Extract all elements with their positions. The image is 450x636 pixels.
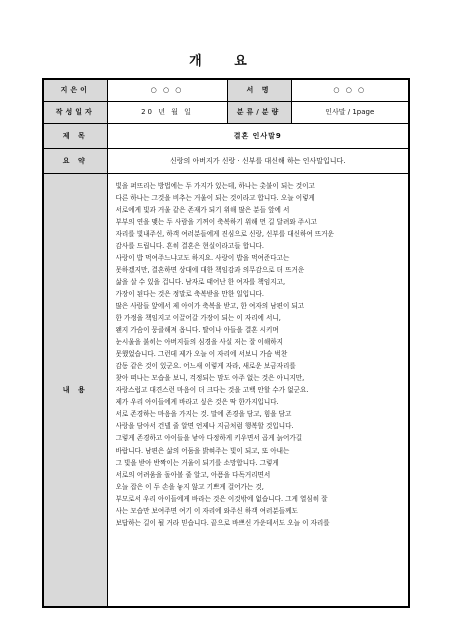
date-value: 20 년 월 일 bbox=[107, 101, 227, 123]
row-summary bbox=[43, 148, 409, 173]
date-label: 작성일자 bbox=[43, 101, 107, 123]
subject-value: 결혼 인사말9 bbox=[107, 123, 409, 148]
row-subject bbox=[43, 123, 409, 148]
content-line: 사랑을 담아서 건넬 줄 알면 언제나 지금처럼 행복할 것입니다. bbox=[115, 422, 294, 431]
content-line: 삶을 살 수 있을 겁니다. 남자로 태어난 한 여자를 책임지고, bbox=[115, 277, 286, 286]
content-line: 감사를 드립니다. 흔히 결혼은 현실이라고들 합니다. bbox=[115, 241, 264, 250]
author-value: ○ ○ ○ bbox=[107, 79, 227, 101]
content-line: 자리를 빛내주신, 하객 여러분들에게 진심으로 신랑, 신부를 대신하여 뜨거운 bbox=[115, 229, 334, 238]
category-value: 인사말 / 1page bbox=[291, 101, 409, 123]
content-line: 부부의 연을 맺는 두 사람을 기꺼이 축복하기 위해 먼 길 달려와 주시고 bbox=[115, 217, 317, 226]
content-line: 못하겠지만, 결혼하면 상대에 대한 책임감과 의무감으로 더 뜨거운 bbox=[115, 265, 305, 274]
signature-label: 서 명 bbox=[227, 79, 291, 101]
row-content bbox=[43, 173, 409, 607]
signature-value: ○ ○ ○ bbox=[291, 79, 409, 101]
content-line: 가장이 된다는 것은 정말로 축복받을 만한 일입니다. bbox=[115, 289, 264, 298]
content-line: 눈시울을 붉히는 아버지들의 심경을 사실 저는 잘 이해하지 bbox=[115, 338, 284, 347]
content-line: 바랍니다. 남편은 삶의 어둠을 밝혀주는 빛이 되고, 또 아내는 bbox=[115, 446, 290, 455]
content-body bbox=[108, 174, 409, 606]
content-line: 오늘 잡은 이 두 손을 놓지 않고 기쁘게 걸어가는 것, bbox=[115, 482, 264, 491]
content-line: 감동 같은 것이 있군요. 어느새 이렇게 자라, 새로운 보금자리를 bbox=[115, 362, 296, 371]
author-label: 지은이 bbox=[43, 79, 107, 101]
content-line: 서로 존경하는 마음을 가지는 것. 말에 존경을 담고, 힘을 담고 bbox=[115, 410, 292, 419]
content-line: 많은 사람들 앞에서 제 아이가 축복을 받고, 한 여자의 남편이 되고 bbox=[115, 301, 305, 310]
content-line: 부모로서 우리 아이들에게 바라는 것은 이것밖에 없습니다. 그게 열심히 잘 bbox=[115, 494, 328, 503]
content-line: 한 가정을 책임지고 이끌어갈 가장이 되는 이 자리에 서니, bbox=[115, 314, 281, 323]
subject-label: 제 목 bbox=[43, 123, 107, 148]
content-line: 제가 우리 아이들에게 바라고 싶은 것은 딱 한가지입니다. bbox=[115, 398, 279, 407]
content-line: 그 빛을 받아 반짝이는 거울이 되기를 소망합니다. 그렇게 bbox=[115, 458, 279, 467]
content-label: 내 용 bbox=[43, 173, 107, 607]
content-line: 사랑이 밥 먹여주느냐고도 하지요. 사랑이 밥을 먹여준다고는 bbox=[115, 253, 290, 262]
content-cell bbox=[107, 173, 409, 607]
summary-value: 신랑의 아버지가 신랑 · 신부를 대신해 하는 인사말입니다. bbox=[107, 148, 409, 173]
content-line: 못했었습니다. 그런데 제가 오늘 이 자리에 서보니 가슴 벅찬 bbox=[115, 350, 288, 359]
content-line: 다른 하나는 그것을 비추는 거울이 되는 것이라고 합니다. 오늘 이렇게 bbox=[115, 193, 315, 202]
content-line: 찾아 떠나는 모습을 보니, 걱정되는 맘도 아주 없는 것은 아니지만, bbox=[115, 374, 305, 383]
content-line: 왠지 가슴이 뭉클해져 옵니다. 딸이나 아들을 결혼 시키며 bbox=[115, 326, 279, 335]
row-date bbox=[43, 101, 409, 123]
summary-form-table bbox=[42, 78, 410, 608]
content-line: 서로의 어려움을 돌아볼 줄 알고, 아픔을 다독거리면서 bbox=[115, 470, 271, 479]
content-line: 빛을 퍼뜨리는 방법에는 두 가지가 있는데, 하나는 촛불이 되는 것이고 bbox=[115, 181, 315, 190]
content-line: 서로에게 빛과 거울 같은 존재가 되기 위해 많은 분들 앞에 서 bbox=[115, 205, 290, 214]
document-title: 개 요 bbox=[189, 54, 261, 69]
content-line: 그렇게 존경하고 아이들을 낳아 다정하게 키우면서 곱게 늙어가길 bbox=[115, 434, 303, 443]
row-author bbox=[43, 79, 409, 101]
content-line: 사는 모습만 보여주면 여기 이 자리에 와주신 하객 여러분들께도 bbox=[115, 506, 298, 515]
content-line: 자랑스럽고 대견스런 마음이 더 크다는 것을 고백 안할 수가 없군요. bbox=[115, 386, 309, 395]
summary-label: 요 약 bbox=[43, 148, 107, 173]
content-line: 보답하는 길이 될 거라 믿습니다. 끝으로 바쁘신 가운데서도 오늘 이 자리를 bbox=[115, 518, 330, 527]
category-label: 분류/분량 bbox=[227, 101, 291, 123]
